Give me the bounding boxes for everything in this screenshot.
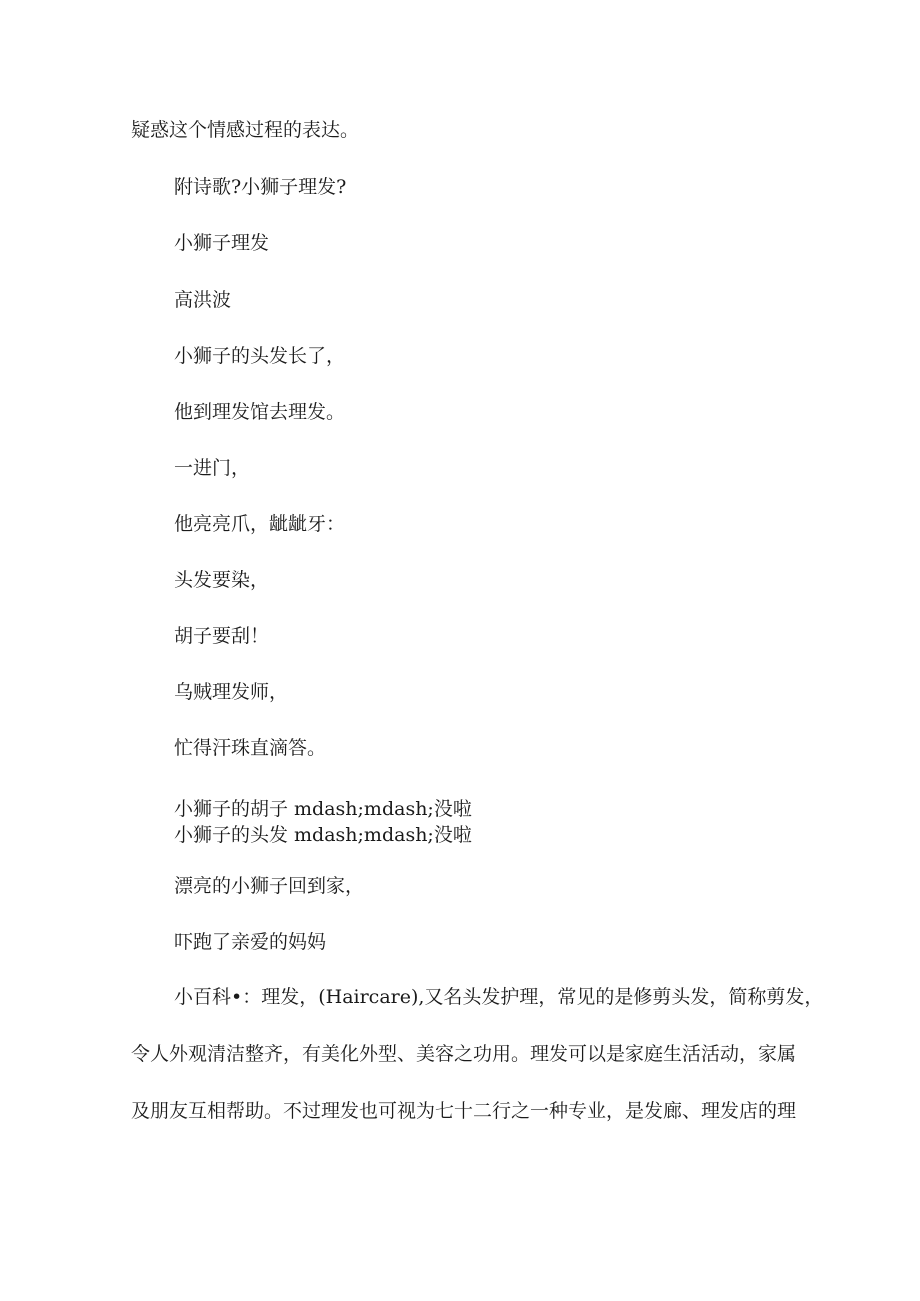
encyclopedia-paragraph xyxy=(131,969,824,1140)
poem-line: 小狮子的头发 mdash;mdash;没啦 xyxy=(174,824,472,846)
poem-line: 他到理发馆去理发。 xyxy=(174,401,346,423)
encyclopedia-line: 小百科•：理发，(Haircare),又名头发护理，常见的是修剪头发，简称剪发， xyxy=(174,986,824,1008)
poem-line: 吓跑了亲爱的妈妈 xyxy=(174,931,327,953)
poem-line: 头发要染， xyxy=(174,569,270,591)
poem-line: 忙得汗珠直滴答。 xyxy=(174,737,327,759)
opening-line: 疑惑这个情感过程的表达。 xyxy=(131,119,360,141)
poem-line: 乌贼理发师， xyxy=(174,681,289,703)
poem-heading: 附诗歌?小狮子理发? xyxy=(174,176,347,198)
encyclopedia-line: 及朋友互相帮助。不过理发也可视为七十二行之一种专业，是发廊、理发店的理 xyxy=(131,1100,797,1122)
poem-title: 小狮子理发 xyxy=(174,232,270,254)
poem-line: 小狮子的胡子 mdash;mdash;没啦 xyxy=(174,798,472,820)
encyclopedia-line: 令人外观清洁整齐，有美化外型、美容之功用。理发可以是家庭生活活动，家属 xyxy=(131,1043,797,1065)
poem-line: 胡子要刮！ xyxy=(174,625,270,647)
poem-line: 一进门， xyxy=(174,457,251,479)
poem-line: 漂亮的小狮子回到家， xyxy=(174,875,365,897)
poem-line: 他亮亮爪，龇龇牙： xyxy=(174,513,346,535)
poem-line: 小狮子的头发长了， xyxy=(174,345,346,367)
poem-author: 高洪波 xyxy=(174,289,232,311)
